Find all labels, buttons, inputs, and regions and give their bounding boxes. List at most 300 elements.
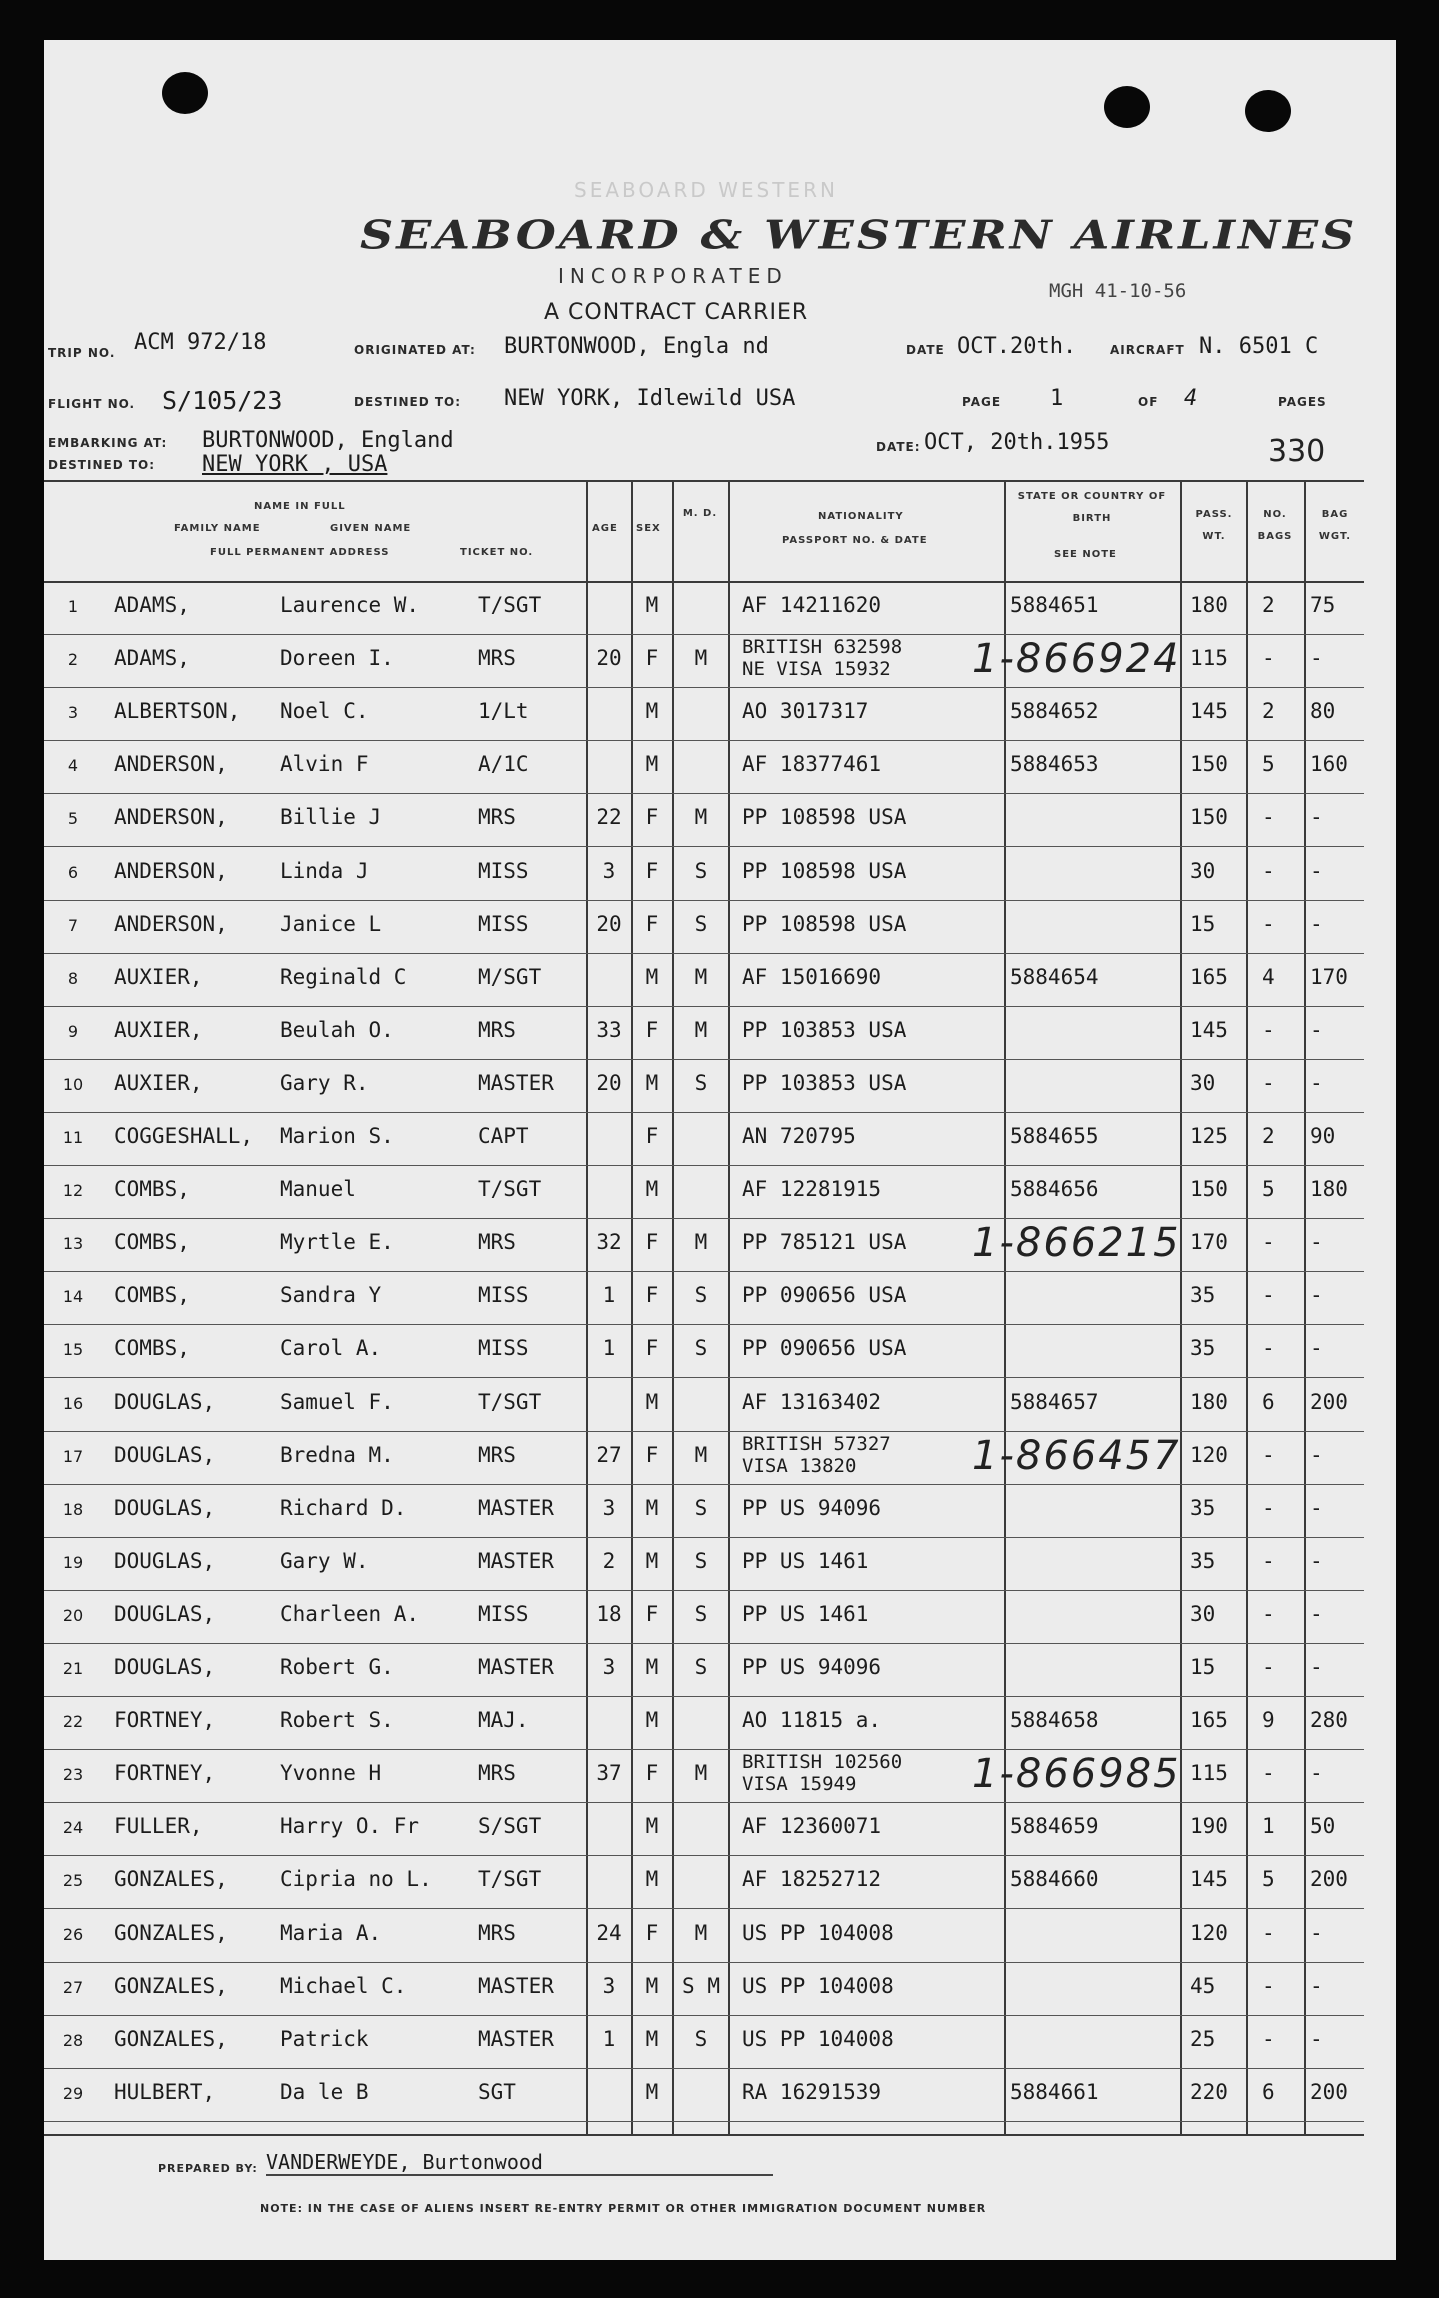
table-row bbox=[44, 1061, 1364, 1114]
passport: AN 720795 bbox=[742, 1124, 856, 1148]
manifest-table bbox=[44, 480, 1364, 2136]
passport: AF 14211620 bbox=[742, 593, 882, 617]
row-number: 17 bbox=[62, 1446, 84, 1466]
family-name: DOUGLAS, bbox=[114, 1442, 216, 1467]
ticket-title: MISS bbox=[478, 858, 529, 883]
originated-label: ORIGINATED AT: bbox=[354, 343, 476, 357]
family-name: DOUGLAS, bbox=[114, 1495, 216, 1520]
pass-weight: 115 bbox=[1190, 1761, 1228, 1786]
age: 37 bbox=[596, 1761, 622, 1786]
row-divider bbox=[44, 1218, 1364, 1219]
bag-weight: 80 bbox=[1310, 699, 1336, 724]
bag-weight: - bbox=[1310, 1761, 1323, 1786]
bag-count: - bbox=[1262, 1017, 1275, 1042]
family-name: ALBERTSON, bbox=[114, 699, 241, 724]
punch-hole-right-2 bbox=[1245, 90, 1291, 132]
row-divider bbox=[44, 793, 1364, 794]
state-of-birth: 5884658 bbox=[1010, 1708, 1099, 1733]
row-number: 28 bbox=[62, 2030, 84, 2050]
aircraft-label: AIRCRAFT bbox=[1110, 343, 1185, 357]
flight-number: S/105/23 bbox=[162, 386, 283, 415]
marital-status: S bbox=[694, 858, 708, 883]
table-row bbox=[44, 2017, 1364, 2070]
family-name: FORTNEY, bbox=[114, 1761, 216, 1786]
bag-weight: 200 bbox=[1310, 1389, 1348, 1414]
ticket-title: MASTER bbox=[478, 2026, 554, 2051]
row-number: 23 bbox=[62, 1765, 84, 1785]
table-row bbox=[44, 1220, 1364, 1273]
bag-weight: - bbox=[1310, 1920, 1323, 1945]
row-number: 25 bbox=[62, 1871, 84, 1891]
passport: AF 12281915 bbox=[742, 1177, 882, 1202]
sex: F bbox=[645, 805, 659, 830]
row-number: 19 bbox=[62, 1552, 84, 1572]
visa-number: VISA 15949 bbox=[742, 1773, 857, 1796]
marital-status: M bbox=[694, 1230, 708, 1255]
passport: PP 108598 USA bbox=[742, 805, 907, 830]
age: 2 bbox=[602, 1548, 616, 1573]
family-name: ANDERSON, bbox=[114, 911, 228, 936]
marital-status: S bbox=[694, 1548, 708, 1573]
header-age: AGE bbox=[592, 523, 618, 534]
row-number: 5 bbox=[67, 809, 79, 829]
row-divider bbox=[44, 1112, 1364, 1113]
given-name: Harry O. Fr bbox=[280, 1814, 420, 1839]
bag-count: - bbox=[1262, 805, 1275, 830]
row-number: 22 bbox=[62, 1712, 84, 1732]
pass-weight: 30 bbox=[1190, 1070, 1216, 1095]
sex: M bbox=[645, 1070, 659, 1095]
age: 3 bbox=[602, 1495, 616, 1520]
sex: M bbox=[645, 1655, 659, 1679]
bag-count: - bbox=[1262, 1548, 1275, 1573]
family-name: DOUGLAS, bbox=[114, 1655, 216, 1679]
row-divider bbox=[44, 900, 1364, 901]
ticket-title: MASTER bbox=[478, 1973, 554, 1998]
state-of-birth: 5884652 bbox=[1010, 699, 1099, 724]
family-name: FULLER, bbox=[114, 1814, 203, 1839]
bag-count: - bbox=[1262, 1230, 1275, 1255]
row-number: 15 bbox=[62, 1340, 84, 1360]
given-name: Cipria no L. bbox=[280, 1867, 432, 1892]
state-of-birth: 5884654 bbox=[1010, 964, 1099, 989]
table-row bbox=[44, 1008, 1364, 1061]
marital-status: S bbox=[694, 1070, 708, 1095]
table-row bbox=[44, 636, 1364, 689]
family-name: AUXIER, bbox=[114, 964, 203, 989]
flight-label: FLIGHT NO. bbox=[48, 397, 136, 411]
age: 18 bbox=[596, 1601, 622, 1626]
page-label: PAGE bbox=[962, 395, 1002, 409]
row-divider bbox=[44, 1484, 1364, 1485]
passport: PP 090656 USA bbox=[742, 1336, 907, 1361]
table-row bbox=[44, 955, 1364, 1008]
punch-hole-left bbox=[162, 72, 208, 114]
state-of-birth: 5884653 bbox=[1010, 752, 1099, 777]
passport: RA 16291539 bbox=[742, 2079, 882, 2104]
bag-count: 9 bbox=[1262, 1708, 1275, 1733]
marital-status: S bbox=[694, 1336, 708, 1361]
bag-weight: - bbox=[1310, 858, 1323, 883]
age: 24 bbox=[596, 1920, 622, 1945]
age: 1 bbox=[602, 1283, 616, 1308]
sex: M bbox=[645, 1495, 659, 1520]
ticket-title: SGT bbox=[478, 2079, 516, 2104]
bag-weight: - bbox=[1310, 911, 1323, 936]
ticket-title: MRS bbox=[478, 1230, 516, 1255]
header-pass-wt: PASS. WT. bbox=[1195, 509, 1233, 542]
row-divider bbox=[44, 2068, 1364, 2069]
bag-count: 5 bbox=[1262, 1177, 1275, 1202]
row-number: 8 bbox=[67, 968, 79, 988]
bag-count: - bbox=[1262, 1920, 1275, 1945]
age: 33 bbox=[596, 1017, 622, 1042]
punch-hole-right-1 bbox=[1104, 86, 1150, 128]
given-name: Robert G. bbox=[280, 1655, 394, 1679]
marital-status: M bbox=[694, 964, 708, 989]
bag-weight: - bbox=[1310, 1548, 1323, 1573]
passport: AF 15016690 bbox=[742, 964, 882, 989]
row-number: 26 bbox=[62, 1924, 84, 1944]
bag-weight: 50 bbox=[1310, 1814, 1336, 1839]
ticket-title: 1/Lt bbox=[478, 699, 529, 724]
bag-weight: - bbox=[1310, 1336, 1323, 1361]
bag-count: - bbox=[1262, 911, 1275, 936]
given-name: Robert S. bbox=[280, 1708, 394, 1733]
family-name: ANDERSON, bbox=[114, 805, 228, 830]
age: 22 bbox=[596, 805, 622, 830]
bag-weight: - bbox=[1310, 646, 1323, 671]
ticket-title: MASTER bbox=[478, 1495, 554, 1520]
re-entry-number: 1-866215 bbox=[972, 1220, 1181, 1267]
given-name: Billie J bbox=[280, 805, 382, 830]
passport: AO 11815 a. bbox=[742, 1708, 882, 1733]
bag-weight: 200 bbox=[1310, 1867, 1348, 1892]
table-bottom-border bbox=[44, 2134, 1364, 2136]
sex: M bbox=[645, 1177, 659, 1202]
bag-weight: - bbox=[1310, 1442, 1323, 1467]
contract-carrier: A CONTRACT CARRIER bbox=[544, 300, 809, 325]
family-name: GONZALES, bbox=[114, 2026, 228, 2051]
row-divider bbox=[44, 1962, 1364, 1963]
marital-status: M bbox=[694, 646, 708, 671]
state-of-birth: 5884657 bbox=[1010, 1389, 1099, 1414]
marital-status: S bbox=[694, 1655, 708, 1679]
header-family: FAMILY NAME bbox=[174, 523, 261, 534]
given-name: Reginald C bbox=[280, 964, 407, 989]
table-row bbox=[44, 689, 1364, 742]
pass-weight: 145 bbox=[1190, 1867, 1228, 1892]
trip-number: ACM 972/18 bbox=[134, 330, 267, 355]
bag-count: - bbox=[1262, 1442, 1275, 1467]
row-divider bbox=[44, 1802, 1364, 1803]
given-name: Patrick bbox=[280, 2026, 369, 2051]
pass-weight: 220 bbox=[1190, 2079, 1228, 2104]
of-label: OF bbox=[1138, 395, 1159, 409]
family-name: FORTNEY, bbox=[114, 1708, 216, 1733]
header-nationality: NATIONALITY bbox=[818, 511, 904, 522]
re-entry-number: 1-866924 bbox=[972, 636, 1181, 683]
header-md: M. D. bbox=[682, 508, 718, 519]
ticket-title: MRS bbox=[478, 1761, 516, 1786]
bag-count: - bbox=[1262, 2026, 1275, 2051]
marital-status: M bbox=[694, 1920, 708, 1945]
prepared-by: VANDERWEYDE, Burtonwood bbox=[266, 2150, 773, 2176]
table-row bbox=[44, 583, 1364, 636]
bag-count: 5 bbox=[1262, 1867, 1275, 1892]
given-name: Bredna M. bbox=[280, 1442, 394, 1467]
row-divider bbox=[44, 1059, 1364, 1060]
ticket-title: MASTER bbox=[478, 1070, 554, 1095]
ref-code: MGH 41-10-56 bbox=[1049, 280, 1187, 302]
bag-count: - bbox=[1262, 1283, 1275, 1308]
of-value: 4 bbox=[1184, 386, 1198, 411]
row-divider bbox=[44, 846, 1364, 847]
row-divider bbox=[44, 687, 1364, 688]
given-name: Beulah O. bbox=[280, 1017, 394, 1042]
embarking-label: EMBARKING AT: bbox=[48, 436, 168, 450]
age: 20 bbox=[596, 646, 622, 671]
header-name: NAME IN FULL bbox=[254, 501, 346, 512]
pass-weight: 150 bbox=[1190, 1177, 1228, 1202]
passport: PP 090656 USA bbox=[742, 1283, 907, 1308]
bag-count: 5 bbox=[1262, 752, 1275, 777]
page-value: 1 bbox=[1050, 386, 1064, 411]
pass-weight: 35 bbox=[1190, 1283, 1216, 1308]
passport: AO 3017317 bbox=[742, 699, 869, 724]
row-number: 11 bbox=[62, 1128, 84, 1147]
marital-status: S M bbox=[682, 1973, 720, 1998]
pass-weight: 30 bbox=[1190, 1601, 1216, 1626]
pages-label: PAGES bbox=[1278, 395, 1327, 409]
passport: AF 12360071 bbox=[742, 1814, 882, 1839]
row-divider bbox=[44, 1165, 1364, 1166]
destined2-label: DESTINED TO: bbox=[48, 458, 156, 472]
bag-count: - bbox=[1262, 1495, 1275, 1520]
age: 32 bbox=[596, 1230, 622, 1255]
family-name: DOUGLAS, bbox=[114, 1548, 216, 1573]
ticket-title: MASTER bbox=[478, 1548, 554, 1573]
family-name: COMBS, bbox=[114, 1177, 190, 1202]
bag-weight: - bbox=[1310, 1230, 1323, 1255]
sex: F bbox=[645, 1601, 659, 1626]
family-name: COMBS, bbox=[114, 1283, 190, 1308]
bag-weight: - bbox=[1310, 2026, 1323, 2051]
row-number: 7 bbox=[67, 915, 79, 935]
table-row bbox=[44, 849, 1364, 902]
ticket-title: MRS bbox=[478, 1017, 516, 1042]
given-name: Janice L bbox=[280, 911, 382, 936]
table-row bbox=[44, 902, 1364, 955]
ticket-title: S/SGT bbox=[478, 1814, 542, 1839]
given-name: Marion S. bbox=[280, 1124, 394, 1148]
ticket-title: M/SGT bbox=[478, 964, 542, 989]
family-name: COMBS, bbox=[114, 1336, 190, 1361]
bag-count: - bbox=[1262, 1973, 1275, 1998]
age: 1 bbox=[602, 1336, 616, 1361]
pass-weight: 35 bbox=[1190, 1495, 1216, 1520]
sex: F bbox=[645, 1336, 659, 1361]
table-row bbox=[44, 1592, 1364, 1645]
passport: US PP 104008 bbox=[742, 1920, 894, 1945]
sex: F bbox=[645, 1124, 659, 1148]
family-name: AUXIER, bbox=[114, 1017, 203, 1042]
sex: M bbox=[645, 2079, 659, 2104]
row-number: 2 bbox=[67, 650, 79, 670]
family-name: DOUGLAS, bbox=[114, 1389, 216, 1414]
sex: F bbox=[645, 1920, 659, 1945]
bag-count: - bbox=[1262, 1761, 1275, 1786]
age: 3 bbox=[602, 858, 616, 883]
state-of-birth: 5884659 bbox=[1010, 1814, 1099, 1839]
row-divider bbox=[44, 1643, 1364, 1644]
header-given: GIVEN NAME bbox=[330, 523, 412, 534]
table-row bbox=[44, 1380, 1364, 1433]
ticket-title: T/SGT bbox=[478, 1389, 542, 1414]
passport: BRITISH 632598 bbox=[742, 636, 903, 659]
bag-count: 2 bbox=[1262, 699, 1275, 724]
row-number: 9 bbox=[67, 1021, 79, 1041]
ticket-title: MRS bbox=[478, 805, 516, 830]
bag-count: 2 bbox=[1262, 1124, 1275, 1148]
sex: F bbox=[645, 646, 659, 671]
ticket-title: A/1C bbox=[478, 752, 529, 777]
ticket-title: MRS bbox=[478, 646, 516, 671]
bag-count: - bbox=[1262, 1336, 1275, 1361]
manifest-sheet bbox=[44, 40, 1396, 2260]
age: 3 bbox=[602, 1973, 616, 1998]
table-row bbox=[44, 1114, 1364, 1167]
sex: F bbox=[645, 858, 659, 883]
visa-number: NE VISA 15932 bbox=[742, 658, 891, 681]
table-row bbox=[44, 1698, 1364, 1751]
row-number: 12 bbox=[62, 1181, 84, 1201]
passport: BRITISH 102560 bbox=[742, 1751, 903, 1774]
state-of-birth: 5884656 bbox=[1010, 1177, 1099, 1202]
bag-count: - bbox=[1262, 1601, 1275, 1626]
table-row bbox=[44, 1804, 1364, 1857]
family-name: ADAMS, bbox=[114, 646, 190, 671]
bag-weight: - bbox=[1310, 1017, 1323, 1042]
passport: US PP 104008 bbox=[742, 2026, 894, 2051]
marital-status: M bbox=[694, 805, 708, 830]
bag-count: 1 bbox=[1262, 1814, 1275, 1839]
pass-weight: 170 bbox=[1190, 1230, 1228, 1255]
bag-weight: 75 bbox=[1310, 593, 1336, 617]
bag-count: 6 bbox=[1262, 1389, 1275, 1414]
date2-value: OCT, 20th.1955 bbox=[924, 430, 1110, 455]
header-no-bags: NO. BAGS bbox=[1257, 509, 1293, 542]
family-name: AUXIER, bbox=[114, 1070, 203, 1095]
family-name: COMBS, bbox=[114, 1230, 190, 1255]
sex: F bbox=[645, 1442, 659, 1467]
ticket-title: CAPT bbox=[478, 1124, 529, 1148]
row-number: 21 bbox=[62, 1659, 84, 1678]
marital-status: S bbox=[694, 1601, 708, 1626]
bag-weight: 280 bbox=[1310, 1708, 1348, 1733]
pass-weight: 45 bbox=[1190, 1973, 1216, 1998]
ticket-title: MAJ. bbox=[478, 1708, 529, 1733]
row-number: 20 bbox=[62, 1605, 84, 1625]
given-name: Gary R. bbox=[280, 1070, 369, 1095]
marital-status: M bbox=[694, 1017, 708, 1042]
visa-number: VISA 13820 bbox=[742, 1454, 857, 1477]
bag-count: - bbox=[1262, 1070, 1275, 1095]
sex: M bbox=[645, 1814, 659, 1839]
pass-weight: 150 bbox=[1190, 752, 1228, 777]
marital-status: S bbox=[694, 1495, 708, 1520]
bag-weight: - bbox=[1310, 1070, 1323, 1095]
company-incorporated: INCORPORATED bbox=[558, 264, 788, 288]
sex: M bbox=[645, 752, 659, 777]
marital-status: M bbox=[694, 1761, 708, 1786]
row-divider bbox=[44, 1696, 1364, 1697]
header-passport: PASSPORT NO. & DATE bbox=[782, 535, 928, 546]
state-of-birth: 5884660 bbox=[1010, 1867, 1099, 1892]
row-number: 16 bbox=[62, 1393, 84, 1413]
header-bag-wgt: BAG WGT. bbox=[1318, 509, 1352, 542]
bag-weight: - bbox=[1310, 1973, 1323, 1998]
pass-weight: 15 bbox=[1190, 1655, 1216, 1679]
table-row bbox=[44, 1911, 1364, 1964]
given-name: Manuel bbox=[280, 1177, 356, 1202]
age: 3 bbox=[602, 1655, 616, 1679]
row-number: 4 bbox=[67, 756, 79, 776]
row-divider bbox=[44, 2015, 1364, 2016]
ticket-title: MISS bbox=[478, 1601, 529, 1626]
table-row bbox=[44, 742, 1364, 795]
state-of-birth: 5884651 bbox=[1010, 593, 1099, 617]
row-divider bbox=[44, 1006, 1364, 1007]
pass-weight: 190 bbox=[1190, 1814, 1228, 1839]
given-name: Noel C. bbox=[280, 699, 369, 724]
table-row bbox=[44, 1326, 1364, 1379]
table-row bbox=[44, 1433, 1364, 1486]
family-name: HULBERT, bbox=[114, 2079, 216, 2104]
family-name: ANDERSON, bbox=[114, 752, 228, 777]
given-name: Sandra Y bbox=[280, 1283, 382, 1308]
given-name: Charleen A. bbox=[280, 1601, 420, 1626]
passport: PP US 1461 bbox=[742, 1601, 869, 1626]
marital-status: S bbox=[694, 1283, 708, 1308]
table-row bbox=[44, 1857, 1364, 1910]
row-number: 1 bbox=[67, 597, 79, 616]
age: 27 bbox=[596, 1442, 622, 1467]
age: 20 bbox=[596, 911, 622, 936]
bag-weight: 90 bbox=[1310, 1124, 1336, 1148]
row-divider bbox=[44, 1590, 1364, 1591]
pass-weight: 145 bbox=[1190, 1017, 1228, 1042]
sex: F bbox=[645, 1761, 659, 1786]
passport: AF 18377461 bbox=[742, 752, 882, 777]
bag-weight: - bbox=[1310, 1283, 1323, 1308]
embarking-value: BURTONWOOD, England bbox=[202, 428, 454, 453]
ticket-title: T/SGT bbox=[478, 1867, 542, 1892]
date-value: OCT.20th. bbox=[957, 334, 1077, 359]
state-of-birth: 5884655 bbox=[1010, 1124, 1099, 1148]
family-name: ADAMS, bbox=[114, 593, 190, 617]
header-address: FULL PERMANENT ADDRESS bbox=[210, 547, 390, 558]
pass-weight: 35 bbox=[1190, 1336, 1216, 1361]
bag-weight: - bbox=[1310, 805, 1323, 830]
ticket-title: MISS bbox=[478, 1336, 529, 1361]
bag-count: - bbox=[1262, 858, 1275, 883]
pass-weight: 180 bbox=[1190, 1389, 1228, 1414]
bag-count: - bbox=[1262, 646, 1275, 671]
row-number: 18 bbox=[62, 1499, 84, 1519]
pass-weight: 165 bbox=[1190, 964, 1228, 989]
given-name: Carol A. bbox=[280, 1336, 382, 1361]
